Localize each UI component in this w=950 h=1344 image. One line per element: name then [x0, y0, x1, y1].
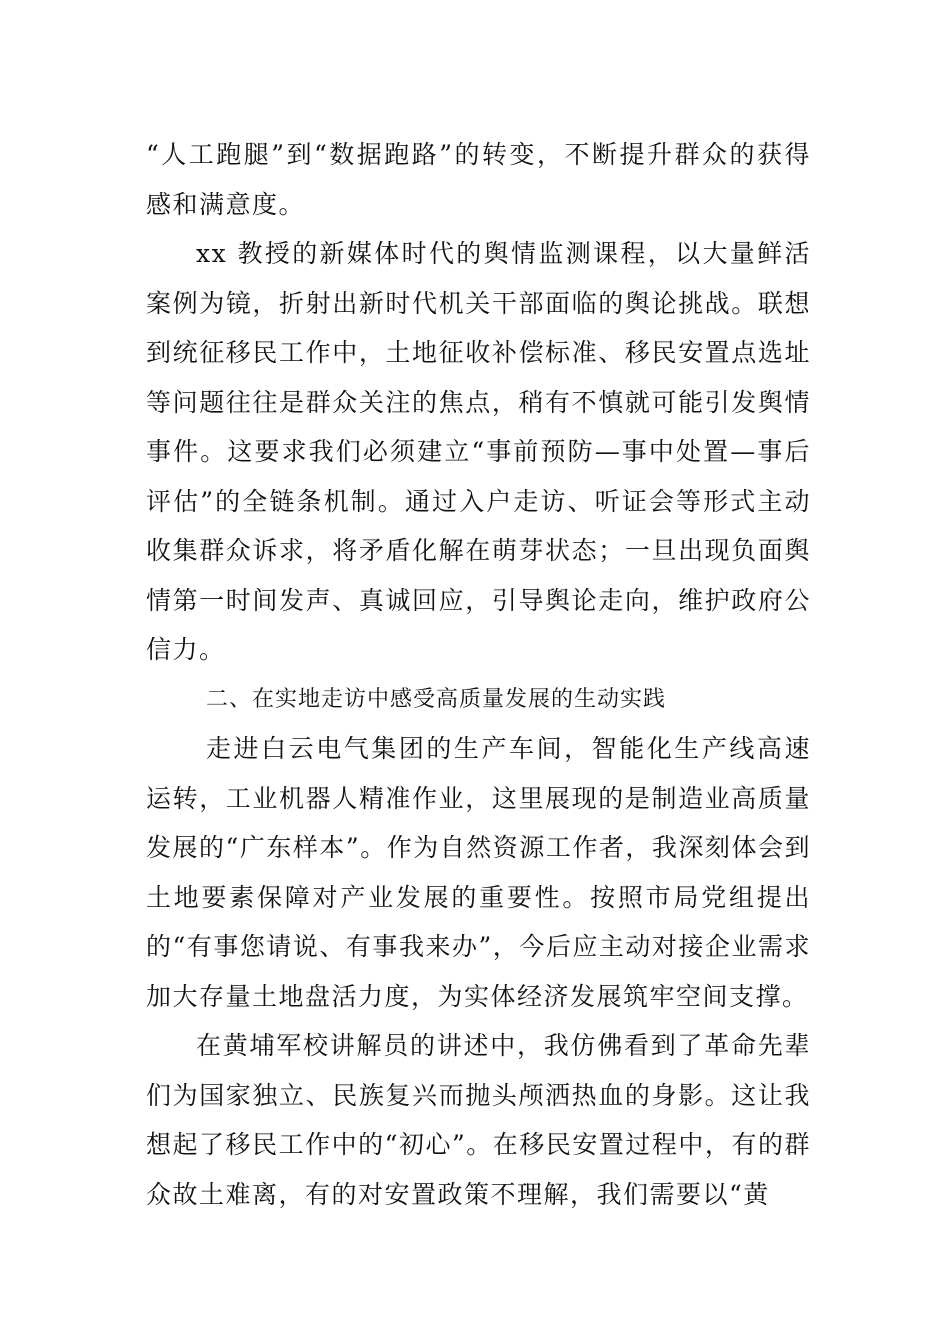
paragraph-field-visit: 走进白云电气集团的生产车间，智能化生产线高速运转，工业机器人精准作业，这里展现的是制造业高质量发展的“广东样本”。作为自然资源工作者，我深刻体会到土地要素保障对产业发展的重要性。按照市局党组提出的“有事您请说、有事我来办”，今后应主动对接企业需求加大存量土地盘活力度，为实体经济发展筑牢空间支撑。: [146, 734, 811, 1011]
paragraph-whampoa: 在黄埔军校讲解员的讲述中，我仿佛看到了革命先辈们为国家独立、民族复兴而抛头颅洒热血的身影。这让我想起了移民工作中的“初心”。在移民安置过程中，有的群众故土难离，有的对安置政策不理解，我们需要以“黄: [146, 1031, 811, 1209]
document-body: [146, 130, 811, 1219]
paragraph-public-opinion: xx 教授的新媒体时代的舆情监测课程，以大量鲜活案例为镜，折射出新时代机关干部面临的舆论挑战。联想到统征移民工作中，土地征收补偿标准、移民安置点选址等问题往往是群众关注的焦点，稍有不慎就可能引发舆情事件。这要求我们必须建立“事前预防—事中处置—事后评估”的全链条机制。通过入户走访、听证会等形式主动收集群众诉求，将矛盾化解在萌芽状态；一旦出现负面舆情第一时间发声、真诚回应，引导舆论走向，维护政府公信力。: [146, 239, 811, 664]
section-heading: 二、在实地走访中感受高质量发展的生动实践: [206, 686, 667, 712]
paragraph-continuation: “人工跑腿”到“数据跑路”的转变，不断提升群众的获得感和满意度。: [146, 140, 811, 219]
